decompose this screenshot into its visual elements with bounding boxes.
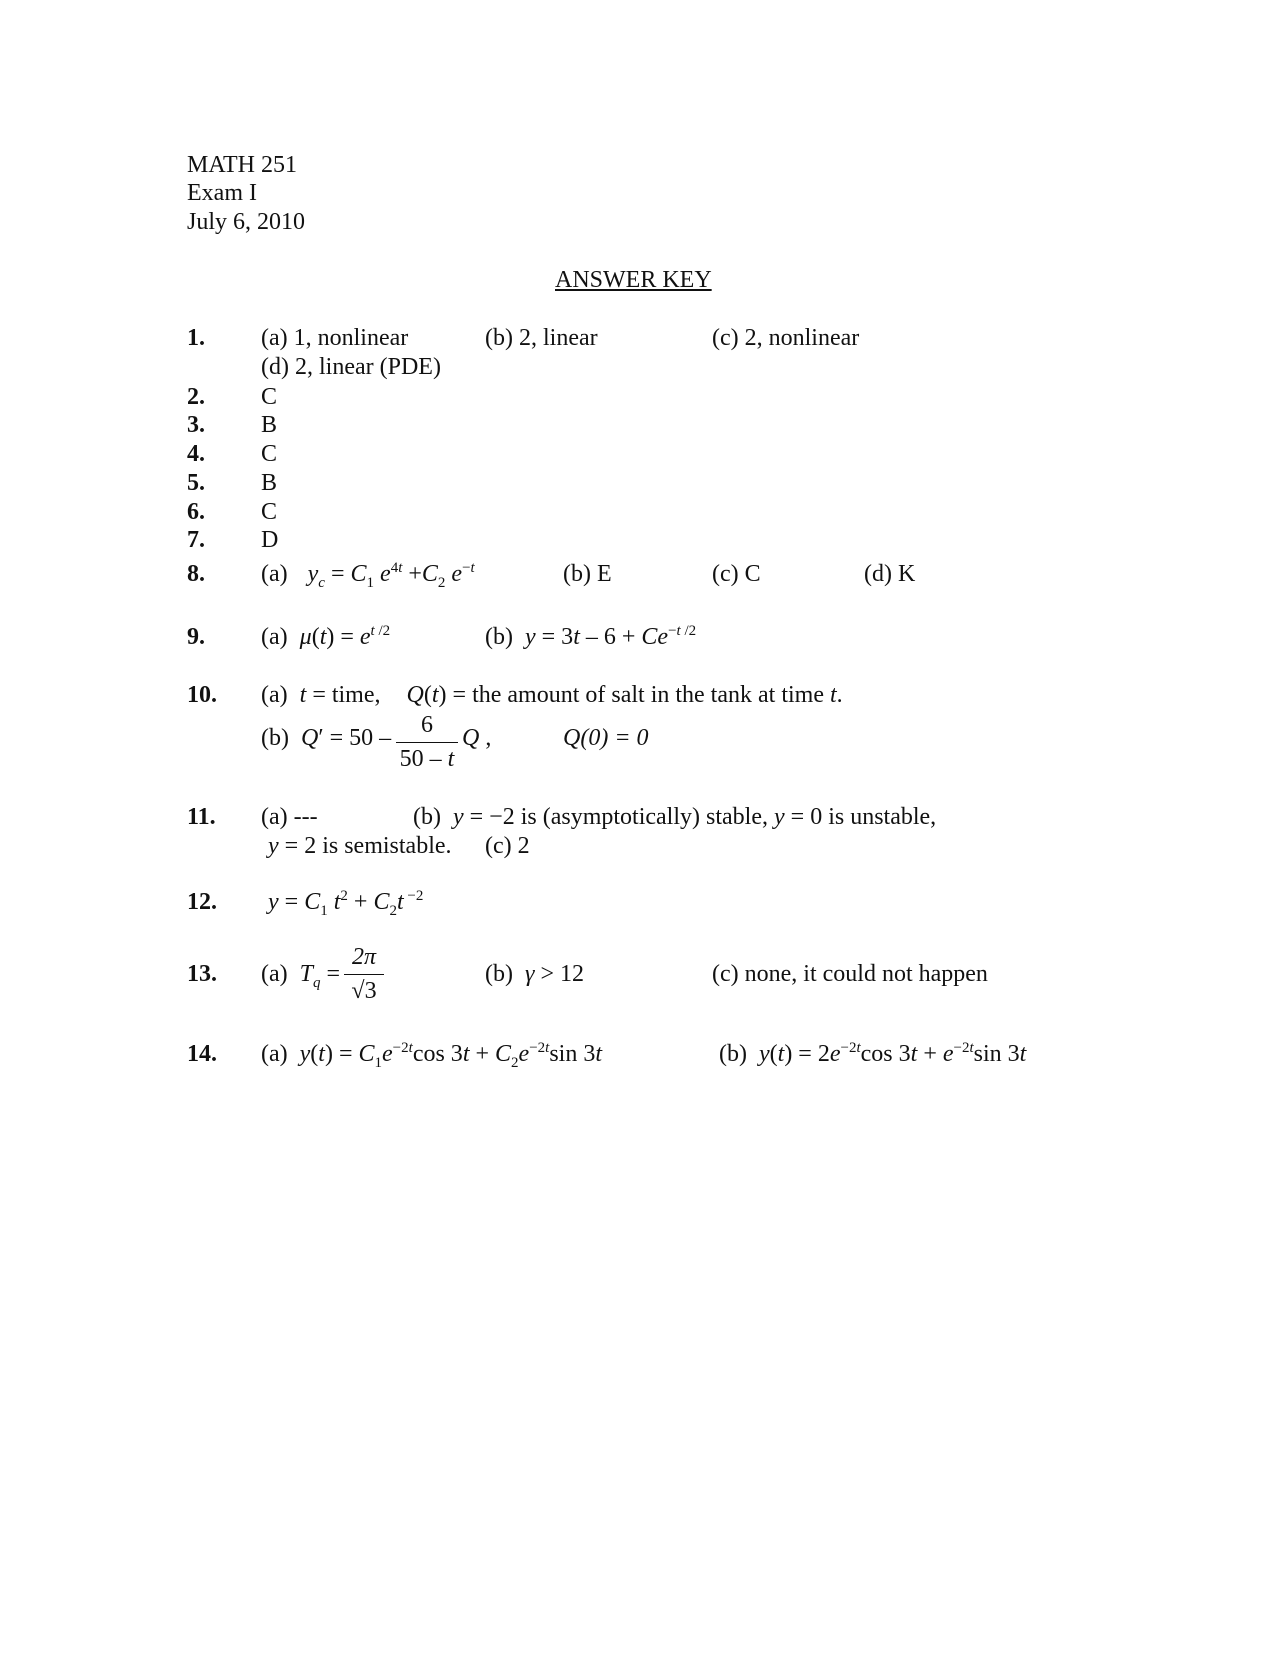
question-number: 2. [187,384,205,410]
exam-date: July 6, 2010 [187,209,306,235]
question-number: 1. [187,325,205,351]
formula-9a: $\mu(t) = e^{t /2}$ [299,623,391,650]
formula-14b: $y(t) = 2e^{-2t}\cos$ $3t + e^{-2t}\sin$ 3t [758,1040,1027,1067]
part-label: (b) [413,804,441,830]
answer-10a-text: = time, [312,682,381,708]
answer-9a [261,625,390,649]
fraction-denominator: 50 – t [399,746,455,772]
answer-10a-desc: = the amount of salt in the tank at time [452,682,824,708]
answer-10a [261,683,843,707]
answer-1b: (b) 2, linear [485,325,598,351]
formula-8a: $y_c = C_1$ $e^{4t} +C_2$ $e^{-t}$ [307,560,475,591]
answer-8b: (b) E [563,561,612,587]
part-label: (b) [485,961,513,987]
answer-13a [261,961,341,991]
fraction-10b [396,712,458,773]
answer-7: D [261,527,279,553]
question-number: 11. [187,804,216,830]
variable-t: t [299,682,307,708]
question-number: 8. [187,561,205,587]
answer-11b-text2: = 0 is unstable, [790,804,937,830]
part-label: (b) [261,725,289,751]
answer-11c: (c) 2 [485,833,530,859]
answer-9b [485,625,696,649]
page-title: ANSWER KEY [555,267,712,293]
question-number: 6. [187,499,205,525]
answer-11b-cont [268,834,452,858]
fraction-13a [344,944,384,1005]
part-label: (b) [719,1041,747,1067]
question-number: 12. [187,889,217,915]
variable-y: y [452,804,464,830]
part-label: (a) [261,1041,288,1067]
answer-13c: (c) none, it could not happen [712,961,988,987]
answer-10b [261,726,391,750]
formula-9b: $y = 3t - 6 + Ce^{-t /2}$ [524,623,697,650]
variable-Q: Q(t) [406,682,447,708]
initial-condition: Q(0) = 0 [563,725,649,751]
question-number: 13. [187,961,217,987]
variable-y: y [268,833,279,859]
variable-Tq: $T_q$ = [299,961,341,991]
answer-13b [485,962,584,986]
formula-12: $y = C_1$ $t^2 + C_2t$ $^{-2}$ [268,888,424,919]
formula-10b-rhs: Q , [462,725,492,751]
answer-11b [413,805,936,829]
part-label: (a) [261,682,288,708]
question-number: 14. [187,1041,217,1067]
formula-10b-lhs: Q′ = 50 – [300,725,392,751]
answer-8d: (d) K [864,561,916,587]
question-number: 7. [187,527,205,553]
answer-1d: (d) 2, linear (PDE) [261,354,441,380]
fraction-denominator: √3 [351,978,377,1004]
course-name: MATH 251 [187,152,298,178]
answer-3: B [261,412,278,438]
variable-t-end: t. [829,682,843,708]
variable-gamma: γ [524,961,535,987]
question-number: 3. [187,412,205,438]
question-number: 5. [187,470,205,496]
answer-4: C [261,441,278,467]
answer-1c: (c) 2, nonlinear [712,325,860,351]
answer-11a: (a) --- [261,804,318,830]
answer-8a [261,560,475,591]
answer-8c: (c) C [712,561,761,587]
answer-11b-text3: = 2 is semistable. [284,833,452,859]
question-number: 9. [187,624,205,650]
answer-14b [719,1042,1026,1066]
answer-11b-text1: = −2 is (asymptotically) stable, [469,804,768,830]
part-label: (a) [261,961,288,987]
part-label: (a) [261,561,288,587]
part-label: (a) [261,624,288,650]
formula-14a: $y(t) = C_1e^{-2t}\cos$ $3t + C_2e^{-2t}\sin$ 3t [299,1040,603,1071]
answer-14a [261,1040,603,1071]
variable-y: y [774,804,785,830]
exam-name: Exam I [187,180,257,206]
answer-2: C [261,384,278,410]
fraction-numerator: 6 [396,712,458,743]
fraction-numerator: 2π [344,944,384,975]
answer-1a: (a) 1, nonlinear [261,325,409,351]
question-number: 4. [187,441,205,467]
answer-13b-text: > 12 [540,961,584,987]
answer-6: C [261,499,278,525]
part-label: (b) [485,624,513,650]
question-number: 10. [187,682,217,708]
answer-5: B [261,470,278,496]
